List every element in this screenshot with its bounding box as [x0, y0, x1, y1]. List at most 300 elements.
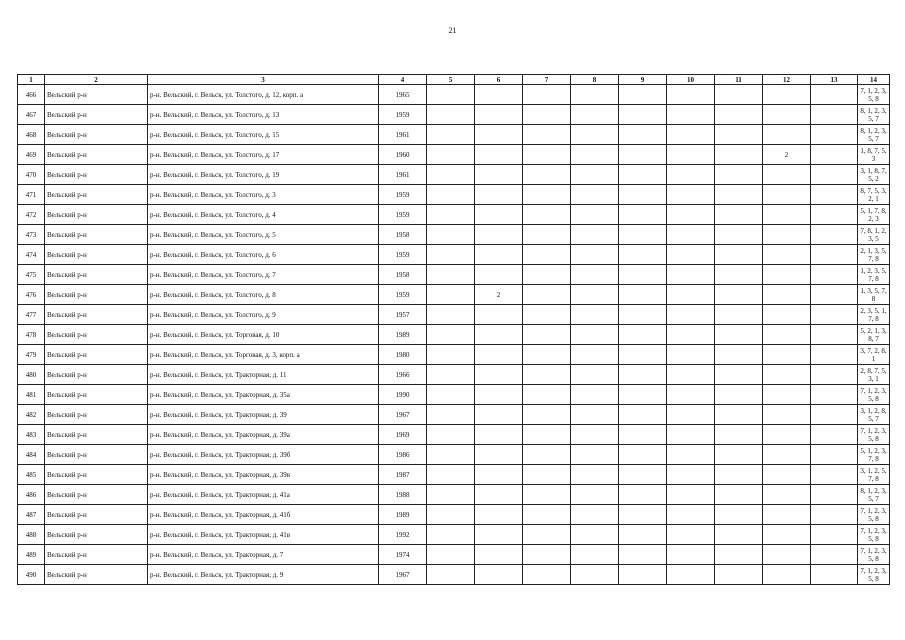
col13-cell: [811, 405, 858, 425]
column-header-9: 9: [619, 75, 667, 85]
col8-cell: [571, 465, 619, 485]
col6-cell: [475, 245, 523, 265]
col10-cell: [667, 345, 715, 365]
year-cell: 1966: [379, 365, 427, 385]
table-row: [18, 565, 890, 585]
col7-cell: [523, 545, 571, 565]
col13-cell: [811, 265, 858, 285]
col9-cell: [619, 185, 667, 205]
col8-cell: [571, 345, 619, 365]
table-body: [18, 85, 890, 585]
col7-cell: [523, 405, 571, 425]
col14-cell: 7, 1, 2, 3, 5, 8: [858, 545, 890, 565]
col8-cell: [571, 485, 619, 505]
col13-cell: [811, 125, 858, 145]
district-cell: Вельский р-н: [45, 325, 148, 345]
address-cell: р-н. Вельский, г. Вельск, ул. Тракторная, д. 7: [148, 545, 379, 565]
col6-cell: [475, 505, 523, 525]
col5-cell: [427, 145, 475, 165]
district-cell: Вельский р-н: [45, 485, 148, 505]
column-header-4: 4: [379, 75, 427, 85]
col12-cell: [763, 465, 811, 485]
col8-cell: [571, 385, 619, 405]
col11-cell: [715, 505, 763, 525]
row-number-cell: 475: [18, 265, 45, 285]
table-row: [18, 485, 890, 505]
col8-cell: [571, 245, 619, 265]
col9-cell: [619, 525, 667, 545]
district-cell: Вельский р-н: [45, 505, 148, 525]
district-cell: Вельский р-н: [45, 185, 148, 205]
col6-cell: [475, 565, 523, 585]
col10-cell: [667, 185, 715, 205]
year-cell: 1957: [379, 305, 427, 325]
table-row: [18, 265, 890, 285]
col14-cell: 5, 1, 7, 8, 2, 3: [858, 205, 890, 225]
col9-cell: [619, 405, 667, 425]
column-header-2: 2: [45, 75, 148, 85]
year-cell: 1965: [379, 85, 427, 105]
year-cell: 1961: [379, 165, 427, 185]
col7-cell: [523, 385, 571, 405]
col5-cell: [427, 105, 475, 125]
col7-cell: [523, 205, 571, 225]
col12-cell: [763, 125, 811, 145]
year-cell: 1959: [379, 105, 427, 125]
year-cell: 1959: [379, 245, 427, 265]
col5-cell: [427, 385, 475, 405]
col5-cell: [427, 125, 475, 145]
column-header-14: 14: [858, 75, 890, 85]
col5-cell: [427, 85, 475, 105]
col11-cell: [715, 245, 763, 265]
table-row: [18, 525, 890, 545]
address-cell: р-н. Вельский, г. Вельск, ул. Тракторная, д. 39: [148, 405, 379, 425]
header-row: [18, 75, 890, 85]
row-number-cell: 479: [18, 345, 45, 365]
row-number-cell: 482: [18, 405, 45, 425]
col12-cell: [763, 445, 811, 465]
table-row: [18, 145, 890, 165]
col12-cell: [763, 485, 811, 505]
col5-cell: [427, 365, 475, 385]
col11-cell: [715, 525, 763, 545]
col12-cell: [763, 245, 811, 265]
col9-cell: [619, 385, 667, 405]
row-number-cell: 477: [18, 305, 45, 325]
col5-cell: [427, 465, 475, 485]
address-cell: р-н. Вельский, г. Вельск, ул. Толстого, д. 12, корп. а: [148, 85, 379, 105]
col8-cell: [571, 125, 619, 145]
col14-cell: 2, 8, 7, 5, 3, 1: [858, 365, 890, 385]
address-cell: р-н. Вельский, г. Вельск, ул. Тракторная, д. 41в: [148, 525, 379, 545]
year-cell: 1959: [379, 205, 427, 225]
col12-cell: [763, 545, 811, 565]
col9-cell: [619, 245, 667, 265]
year-cell: 1960: [379, 145, 427, 165]
col8-cell: [571, 445, 619, 465]
col13-cell: [811, 145, 858, 165]
col8-cell: [571, 165, 619, 185]
col6-cell: [475, 345, 523, 365]
column-header-12: 12: [763, 75, 811, 85]
table-row: [18, 385, 890, 405]
col14-cell: 1, 8, 7, 5, 3: [858, 145, 890, 165]
address-cell: р-н. Вельский, г. Вельск, ул. Торговая, д. 3, корп. а: [148, 345, 379, 365]
col13-cell: [811, 485, 858, 505]
col12-cell: [763, 265, 811, 285]
district-cell: Вельский р-н: [45, 425, 148, 445]
col6-cell: [475, 385, 523, 405]
address-cell: р-н. Вельский, г. Вельск, ул. Толстого, д. 7: [148, 265, 379, 285]
col12-cell: [763, 165, 811, 185]
table-row: [18, 405, 890, 425]
col9-cell: [619, 205, 667, 225]
col10-cell: [667, 145, 715, 165]
year-cell: 1974: [379, 545, 427, 565]
col6-cell: [475, 305, 523, 325]
col12-cell: [763, 425, 811, 445]
col6-cell: [475, 405, 523, 425]
col7-cell: [523, 425, 571, 445]
table-row: [18, 85, 890, 105]
col9-cell: [619, 165, 667, 185]
column-header-8: 8: [571, 75, 619, 85]
col7-cell: [523, 465, 571, 485]
year-cell: 1958: [379, 225, 427, 245]
district-cell: Вельский р-н: [45, 445, 148, 465]
col8-cell: [571, 405, 619, 425]
column-header-13: 13: [811, 75, 858, 85]
address-cell: р-н. Вельский, г. Вельск, ул. Толстого, д. 5: [148, 225, 379, 245]
col5-cell: [427, 565, 475, 585]
col8-cell: [571, 265, 619, 285]
district-cell: Вельский р-н: [45, 465, 148, 485]
col11-cell: [715, 445, 763, 465]
col14-cell: 7, 8, 1, 2, 3, 5: [858, 225, 890, 245]
col8-cell: [571, 505, 619, 525]
address-cell: р-н. Вельский, г. Вельск, ул. Толстого, д. 9: [148, 305, 379, 325]
column-header-11: 11: [715, 75, 763, 85]
col10-cell: [667, 365, 715, 385]
col9-cell: [619, 105, 667, 125]
row-number-cell: 483: [18, 425, 45, 445]
col10-cell: [667, 405, 715, 425]
column-header-1: 1: [18, 75, 45, 85]
col8-cell: [571, 225, 619, 245]
col14-cell: 7, 1, 2, 3, 5, 8: [858, 85, 890, 105]
row-number-cell: 474: [18, 245, 45, 265]
col8-cell: [571, 205, 619, 225]
col13-cell: [811, 345, 858, 365]
col9-cell: [619, 465, 667, 485]
year-cell: 1980: [379, 345, 427, 365]
table-row: [18, 365, 890, 385]
row-number-cell: 469: [18, 145, 45, 165]
column-header-10: 10: [667, 75, 715, 85]
col13-cell: [811, 565, 858, 585]
col14-cell: 7, 1, 2, 3, 5, 8: [858, 525, 890, 545]
col12-cell: [763, 285, 811, 305]
table-row: [18, 185, 890, 205]
col14-cell: 8, 1, 2, 3, 5, 7: [858, 125, 890, 145]
col12-cell: [763, 325, 811, 345]
col10-cell: [667, 225, 715, 245]
address-cell: р-н. Вельский, г. Вельск, ул. Толстого, д. 17: [148, 145, 379, 165]
col14-cell: 3, 1, 8, 7, 5, 2: [858, 165, 890, 185]
address-cell: р-н. Вельский, г. Вельск, ул. Толстого, д. 15: [148, 125, 379, 145]
col13-cell: [811, 365, 858, 385]
col14-cell: 3, 7, 2, 8, 1: [858, 345, 890, 365]
col9-cell: [619, 445, 667, 465]
col10-cell: [667, 425, 715, 445]
col8-cell: [571, 145, 619, 165]
col12-cell: [763, 105, 811, 125]
col13-cell: [811, 245, 858, 265]
col6-cell: [475, 525, 523, 545]
col13-cell: [811, 385, 858, 405]
col11-cell: [715, 565, 763, 585]
address-cell: р-н. Вельский, г. Вельск, ул. Толстого, д. 19: [148, 165, 379, 185]
col12-cell: 2: [763, 145, 811, 165]
col11-cell: [715, 485, 763, 505]
year-cell: 1988: [379, 485, 427, 505]
address-cell: р-н. Вельский, г. Вельск, ул. Толстого, д. 4: [148, 205, 379, 225]
table-row: [18, 285, 890, 305]
col11-cell: [715, 165, 763, 185]
col10-cell: [667, 545, 715, 565]
col14-cell: 2, 1, 3, 5, 7, 8: [858, 245, 890, 265]
col7-cell: [523, 365, 571, 385]
col5-cell: [427, 165, 475, 185]
district-cell: Вельский р-н: [45, 545, 148, 565]
year-cell: 1986: [379, 445, 427, 465]
year-cell: 1989: [379, 505, 427, 525]
col8-cell: [571, 85, 619, 105]
col10-cell: [667, 125, 715, 145]
col10-cell: [667, 205, 715, 225]
col10-cell: [667, 485, 715, 505]
col5-cell: [427, 225, 475, 245]
col6-cell: [475, 145, 523, 165]
column-header-5: 5: [427, 75, 475, 85]
col10-cell: [667, 565, 715, 585]
table-row: [18, 445, 890, 465]
col11-cell: [715, 465, 763, 485]
col9-cell: [619, 85, 667, 105]
col6-cell: [475, 205, 523, 225]
district-cell: Вельский р-н: [45, 365, 148, 385]
year-cell: 1969: [379, 425, 427, 445]
address-cell: р-н. Вельский, г. Вельск, ул. Тракторная, д. 39а: [148, 425, 379, 445]
col6-cell: [475, 325, 523, 345]
col7-cell: [523, 305, 571, 325]
col7-cell: [523, 85, 571, 105]
col11-cell: [715, 85, 763, 105]
district-cell: Вельский р-н: [45, 125, 148, 145]
col13-cell: [811, 165, 858, 185]
col8-cell: [571, 365, 619, 385]
address-cell: р-н. Вельский, г. Вельск, ул. Тракторная, д. 35а: [148, 385, 379, 405]
row-number-cell: 470: [18, 165, 45, 185]
col11-cell: [715, 305, 763, 325]
district-cell: Вельский р-н: [45, 105, 148, 125]
col13-cell: [811, 185, 858, 205]
col9-cell: [619, 225, 667, 245]
col12-cell: [763, 345, 811, 365]
district-cell: Вельский р-н: [45, 165, 148, 185]
column-header-6: 6: [475, 75, 523, 85]
col5-cell: [427, 425, 475, 445]
col6-cell: [475, 545, 523, 565]
col11-cell: [715, 385, 763, 405]
col13-cell: [811, 465, 858, 485]
col7-cell: [523, 125, 571, 145]
col5-cell: [427, 265, 475, 285]
col9-cell: [619, 485, 667, 505]
col9-cell: [619, 345, 667, 365]
row-number-cell: 490: [18, 565, 45, 585]
col10-cell: [667, 465, 715, 485]
year-cell: 1959: [379, 185, 427, 205]
col13-cell: [811, 305, 858, 325]
row-number-cell: 484: [18, 445, 45, 465]
row-number-cell: 478: [18, 325, 45, 345]
col12-cell: [763, 505, 811, 525]
col11-cell: [715, 365, 763, 385]
year-cell: 1987: [379, 465, 427, 485]
table-row: [18, 545, 890, 565]
col12-cell: [763, 205, 811, 225]
district-cell: Вельский р-н: [45, 85, 148, 105]
col9-cell: [619, 545, 667, 565]
year-cell: 1990: [379, 385, 427, 405]
col5-cell: [427, 325, 475, 345]
col13-cell: [811, 425, 858, 445]
col13-cell: [811, 325, 858, 345]
col11-cell: [715, 285, 763, 305]
col10-cell: [667, 505, 715, 525]
col10-cell: [667, 105, 715, 125]
col11-cell: [715, 105, 763, 125]
col7-cell: [523, 325, 571, 345]
col10-cell: [667, 445, 715, 465]
col8-cell: [571, 565, 619, 585]
col12-cell: [763, 225, 811, 245]
col14-cell: 5, 2, 1, 3, 8, 7: [858, 325, 890, 345]
col9-cell: [619, 285, 667, 305]
col12-cell: [763, 405, 811, 425]
col7-cell: [523, 185, 571, 205]
col13-cell: [811, 85, 858, 105]
col10-cell: [667, 85, 715, 105]
col14-cell: 7, 1, 2, 3, 5, 8: [858, 385, 890, 405]
col7-cell: [523, 245, 571, 265]
col10-cell: [667, 325, 715, 345]
col12-cell: [763, 525, 811, 545]
col5-cell: [427, 185, 475, 205]
district-cell: Вельский р-н: [45, 405, 148, 425]
table-row: [18, 205, 890, 225]
col12-cell: [763, 385, 811, 405]
table-row: [18, 345, 890, 365]
table-row: [18, 325, 890, 345]
col11-cell: [715, 205, 763, 225]
col10-cell: [667, 165, 715, 185]
col6-cell: [475, 365, 523, 385]
table-row: [18, 105, 890, 125]
row-number-cell: 487: [18, 505, 45, 525]
col13-cell: [811, 285, 858, 305]
col5-cell: [427, 205, 475, 225]
address-cell: р-н. Вельский, г. Вельск, ул. Тракторная, д. 9: [148, 565, 379, 585]
col13-cell: [811, 105, 858, 125]
col9-cell: [619, 265, 667, 285]
address-cell: р-н. Вельский, г. Вельск, ул. Торговая, д. 10: [148, 325, 379, 345]
col6-cell: [475, 485, 523, 505]
col5-cell: [427, 505, 475, 525]
row-number-cell: 467: [18, 105, 45, 125]
col9-cell: [619, 325, 667, 345]
row-number-cell: 481: [18, 385, 45, 405]
district-cell: Вельский р-н: [45, 145, 148, 165]
col7-cell: [523, 225, 571, 245]
col5-cell: [427, 305, 475, 325]
year-cell: 1959: [379, 285, 427, 305]
col10-cell: [667, 285, 715, 305]
col8-cell: [571, 425, 619, 445]
address-cell: р-н. Вельский, г. Вельск, ул. Толстого, д. 8: [148, 285, 379, 305]
col10-cell: [667, 245, 715, 265]
year-cell: 1958: [379, 265, 427, 285]
col6-cell: [475, 125, 523, 145]
year-cell: 1967: [379, 405, 427, 425]
district-cell: Вельский р-н: [45, 245, 148, 265]
col8-cell: [571, 105, 619, 125]
col7-cell: [523, 285, 571, 305]
year-cell: 1992: [379, 525, 427, 545]
col14-cell: 5, 1, 2, 3, 7, 8: [858, 445, 890, 465]
address-cell: р-н. Вельский, г. Вельск, ул. Тракторная, д. 39б: [148, 445, 379, 465]
address-cell: р-н. Вельский, г. Вельск, ул. Тракторная, д. 41а: [148, 485, 379, 505]
col13-cell: [811, 545, 858, 565]
col13-cell: [811, 205, 858, 225]
page-number: 21: [448, 26, 457, 35]
col8-cell: [571, 185, 619, 205]
col7-cell: [523, 265, 571, 285]
col5-cell: [427, 485, 475, 505]
district-cell: Вельский р-н: [45, 385, 148, 405]
col8-cell: [571, 545, 619, 565]
col7-cell: [523, 525, 571, 545]
col5-cell: [427, 445, 475, 465]
col9-cell: [619, 565, 667, 585]
col12-cell: [763, 305, 811, 325]
col6-cell: [475, 85, 523, 105]
col11-cell: [715, 405, 763, 425]
col13-cell: [811, 445, 858, 465]
table-row: [18, 505, 890, 525]
col12-cell: [763, 185, 811, 205]
col7-cell: [523, 485, 571, 505]
col14-cell: 1, 3, 5, 7, 8: [858, 285, 890, 305]
col10-cell: [667, 525, 715, 545]
address-cell: р-н. Вельский, г. Вельск, ул. Толстого, д. 13: [148, 105, 379, 125]
row-number-cell: 472: [18, 205, 45, 225]
address-cell: р-н. Вельский, г. Вельск, ул. Толстого, д. 3: [148, 185, 379, 205]
col11-cell: [715, 125, 763, 145]
col6-cell: 2: [475, 285, 523, 305]
